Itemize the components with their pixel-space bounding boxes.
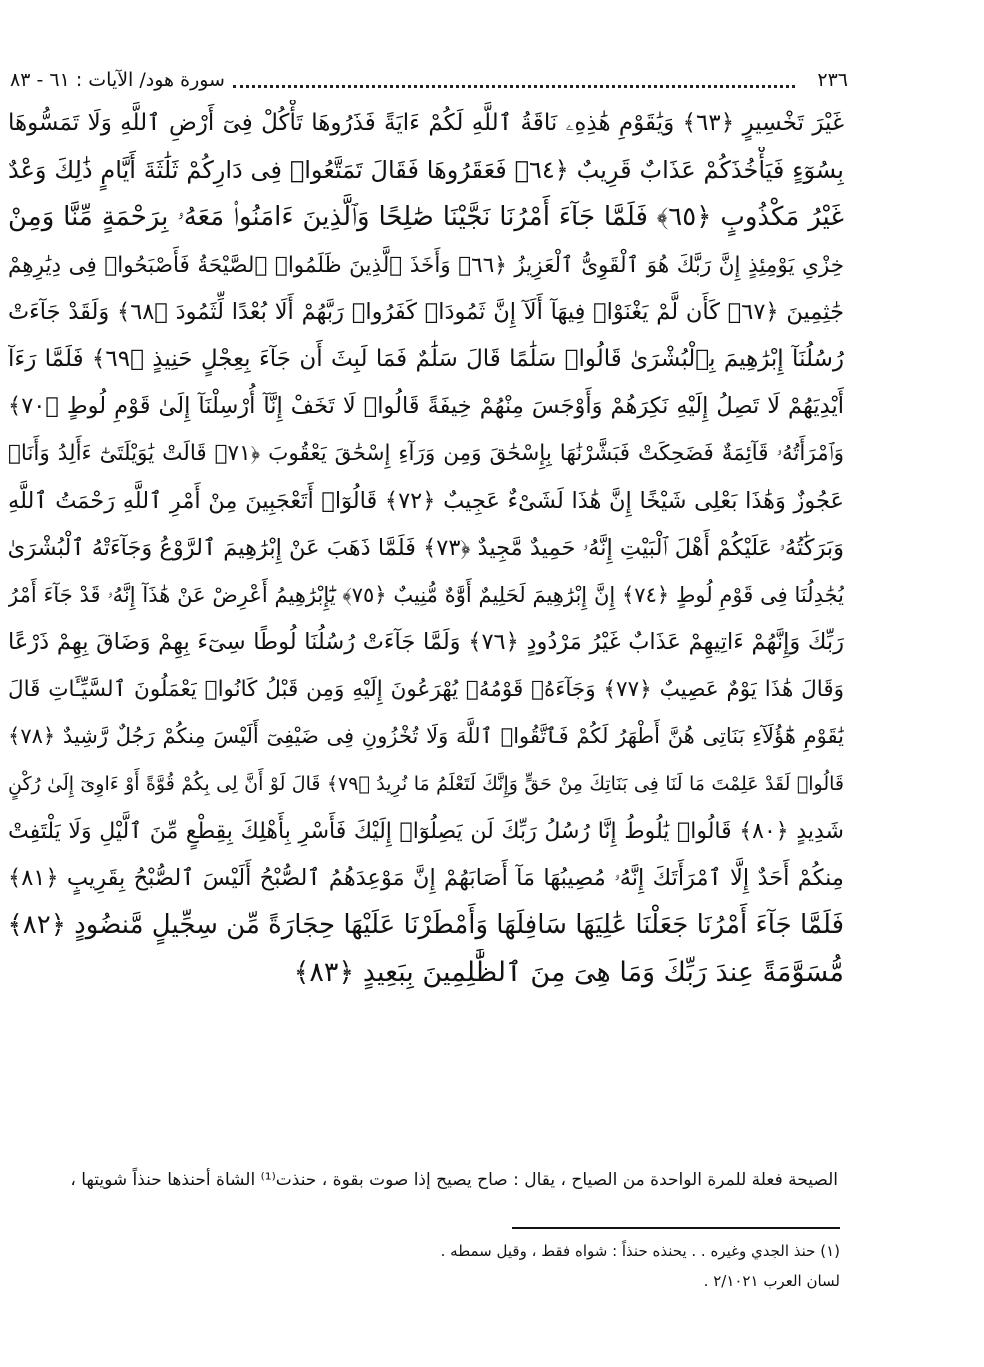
surah-title: سورة هود/ الآيات : ٦١ - ٨٣ xyxy=(10,69,225,91)
verse-line: قَالُوا۟ لَقَدْ عَلِمْتَ مَا لَنَا فِى بَنَاتِكَ مِنْ حَقٍّ وَإِنَّكَ لَتَعْلَمُ مَا نُرِيدُ ﴿٧٩﴾ قَالَ لَوْ أَنَّ لِى بِكُمْ قُوَّةً أَوْ ءَاوِىٓ إِلَىٰ رُكْنٍ xyxy=(8,772,844,795)
header-dotted-leader xyxy=(233,73,795,88)
verse-line: رَبِّكَ وَإِنَّهُمْ ءَاتِيهِمْ عَذَابٌ غَيْرُ مَرْدُودٍ ﴿٧٦﴾ وَلَمَّا جَآءَتْ رُسُلُنَا لُوطًا سِىٓءَ بِهِمْ وَضَاقَ بِهِمْ ذَرْعًا xyxy=(8,629,844,656)
footnote-divider xyxy=(512,1227,840,1229)
verse-line: خِزْىِ يَوْمِئِذٍ إِنَّ رَبَّكَ هُوَ ٱلْقَوِىُّ ٱلْعَزِيزُ ﴿٦٦﴾ وَأَخَذَ ٱلَّذِينَ ظَلَمُوا۟ ٱلصَّيْحَةُ فَأَصْبَحُوا۟ فِى دِيَٰرِهِمْ xyxy=(8,252,844,278)
verse-line: رُسُلُنَآ إِبْرَٰهِيمَ بِٱلْبُشْرَىٰ قَالُوا۟ سَلَٰمًا قَالَ سَلَٰمٌ فَمَا لَبِثَ أَن جَآءَ بِعِجْلٍ حَنِيذٍ ﴿٦٩﴾ فَلَمَّا رَءَآ xyxy=(8,345,844,372)
verse-line: عَجُوزٌ وَهَٰذَا بَعْلِى شَيْخًا إِنَّ هَٰذَا لَشَىْءٌ عَجِيبٌ ﴿٧٢﴾ قَالُوٓا۟ أَتَعْجَبِينَ مِنْ أَمْرِ ٱللَّهِ رَحْمَتُ ٱللَّهِ xyxy=(8,487,844,514)
footnote-line: لسان العرب ٢/١٠٢١ . xyxy=(703,1272,840,1290)
verse-line: فَلَمَّا جَآءَ أَمْرُنَا جَعَلْنَا عَٰلِيَهَا سَافِلَهَا وَأَمْطَرْنَا عَلَيْهَا حِجَارَةً مِّن سِجِّيلٍ مَّنضُودٍ ﴿٨٢﴾ xyxy=(8,910,844,941)
footnotes xyxy=(300,1236,840,1296)
verse-line: مِنكُمْ أَحَدٌ إِلَّا ٱمْرَأَتَكَ إِنَّهُۥ مُصِيبُهَا مَآ أَصَابَهُمْ إِنَّ مَوْعِدَهُمُ ٱلصُّبْحُ أَلَيْسَ ٱلصُّبْحُ بِقَرِيبٍ ﴿٨١﴾ xyxy=(8,865,844,891)
verse-line: يُجَٰدِلُنَا فِى قَوْمِ لُوطٍ ﴿٧٤﴾ إِنَّ إِبْرَٰهِيمَ لَحَلِيمٌ أَوَّٰهٌ مُّنِيبٌ ﴿٧٥﴾ يَٰٓإِبْرَٰهِيمُ أَعْرِضْ عَنْ هَٰذَآ إِنَّهُۥ قَدْ جَآءَ أَمْرُ xyxy=(8,582,844,607)
verse-line: يَٰقَوْمِ هَٰٓؤُلَآءِ بَنَاتِى هُنَّ أَطْهَرُ لَكُمْ فَٱتَّقُوا۟ ٱللَّهَ وَلَا تُخْزُونِ فِى ضَيْفِىٓ أَلَيْسَ مِنكُمْ رَجُلٌ رَّشِيدٌ ﴿٧٨﴾ xyxy=(8,724,844,749)
page-number: ٢٣٦ xyxy=(817,69,848,91)
verse-line: وَبَرَكَٰتُهُۥ عَلَيْكُمْ أَهْلَ ٱلْبَيْتِ إِنَّهُۥ حَمِيدٌ مَّجِيدٌ ﴿٧٣﴾ فَلَمَّا ذَهَبَ عَنْ إِبْرَٰهِيمَ ٱلرَّوْعُ وَجَآءَتْهُ ٱلْبُشْرَىٰ xyxy=(8,534,844,561)
verse-line: جَٰثِمِينَ ﴿٦٧﴾ كَأَن لَّمْ يَغْنَوْا۟ فِيهَآ أَلَآ إِنَّ ثَمُودَا۟ كَفَرُوا۟ رَبَّهُمْ أَلَا بُعْدًا لِّثَمُودَ ﴿٦٨﴾ وَلَقَدْ جَآءَتْ xyxy=(8,298,844,325)
verse-line: شَدِيدٍ ﴿٨٠﴾ قَالُوا۟ يَٰلُوطُ إِنَّا رُسُلُ رَبِّكَ لَن يَصِلُوٓا۟ إِلَيْكَ فَأَسْرِ بِأَهْلِكَ بِقِطْعٍ مِّنَ ٱلَّيْلِ وَلَا يَلْتَفِتْ xyxy=(8,818,844,844)
verse-line: غَيْرُ مَكْذُوبٍ ﴿٦٥﴾ فَلَمَّا جَآءَ أَمْرُنَا نَجَّيْنَا صَٰلِحًا وَٱلَّذِينَ ءَامَنُوا۟ مَعَهُۥ بِرَحْمَةٍ مِّنَّا وَمِنْ xyxy=(8,202,844,233)
page-header xyxy=(10,60,848,100)
verse-line: غَيْرَ تَخْسِيرٍ ﴿٦٣﴾ وَيَٰقَوْمِ هَٰذِهِۦ نَاقَةُ ٱللَّهِ لَكُمْ ءَايَةً فَذَرُوهَا تَأْكُلْ فِىٓ أَرْضِ ٱللَّهِ وَلَا تَمَسُّوهَا xyxy=(8,110,844,136)
footnote-line: (١) حنذ الجدي وغيره . . يحنذه حنذاً : شواه فقط ، وقيل سمطه . xyxy=(440,1242,840,1260)
verse-line: مُّسَوَّمَةً عِندَ رَبِّكَ وَمَا هِىَ مِنَ ٱلظَّٰلِمِينَ بِبَعِيدٍ ﴿٨٣﴾ xyxy=(293,957,844,989)
verse-line: وَقَالَ هَٰذَا يَوْمٌ عَصِيبٌ ﴿٧٧﴾ وَجَآءَهُۥ قَوْمُهُۥ يُهْرَعُونَ إِلَيْهِ وَمِن قَبْلُ كَانُوا۟ يَعْمَلُونَ ٱلسَّيِّـَٔاتِ قَالَ xyxy=(8,677,844,703)
verse-line: بِسُوٓءٍ فَيَأْخُذَكُمْ عَذَابٌ قَرِيبٌ ﴿٦٤﴾ فَعَقَرُوهَا فَقَالَ تَمَتَّعُوا۟ فِى دَارِكُمْ ثَلَٰثَةَ أَيَّامٍ ذَٰلِكَ وَعْدٌ xyxy=(8,156,844,185)
verse-line: أَيْدِيَهُمْ لَا تَصِلُ إِلَيْهِ نَكِرَهُمْ وَأَوْجَسَ مِنْهُمْ خِيفَةً قَالُوا۟ لَا تَخَفْ إِنَّآ أُرْسِلْنَآ إِلَىٰ قَوْمِ لُوطٍ ﴿٧٠﴾ xyxy=(8,393,844,420)
verse-line: وَٱمْرَأَتُهُۥ قَآئِمَةٌ فَضَحِكَتْ فَبَشَّرْنَٰهَا بِإِسْحَٰقَ وَمِن وَرَآءِ إِسْحَٰقَ يَعْقُوبَ ﴿٧١﴾ قَالَتْ يَٰوَيْلَتَىٰٓ ءَأَلِدُ وَأَنَا۠ xyxy=(8,441,844,467)
commentary-text: الصيحة فعلة للمرة الواحدة من الصياح ، يقال : صاح يصيح إذا صوت بقوة ، حنذت⁽¹⁾ الشاة أحنذها حنذاً شويتها ، xyxy=(70,1170,838,1190)
quran-text-block xyxy=(8,100,844,997)
